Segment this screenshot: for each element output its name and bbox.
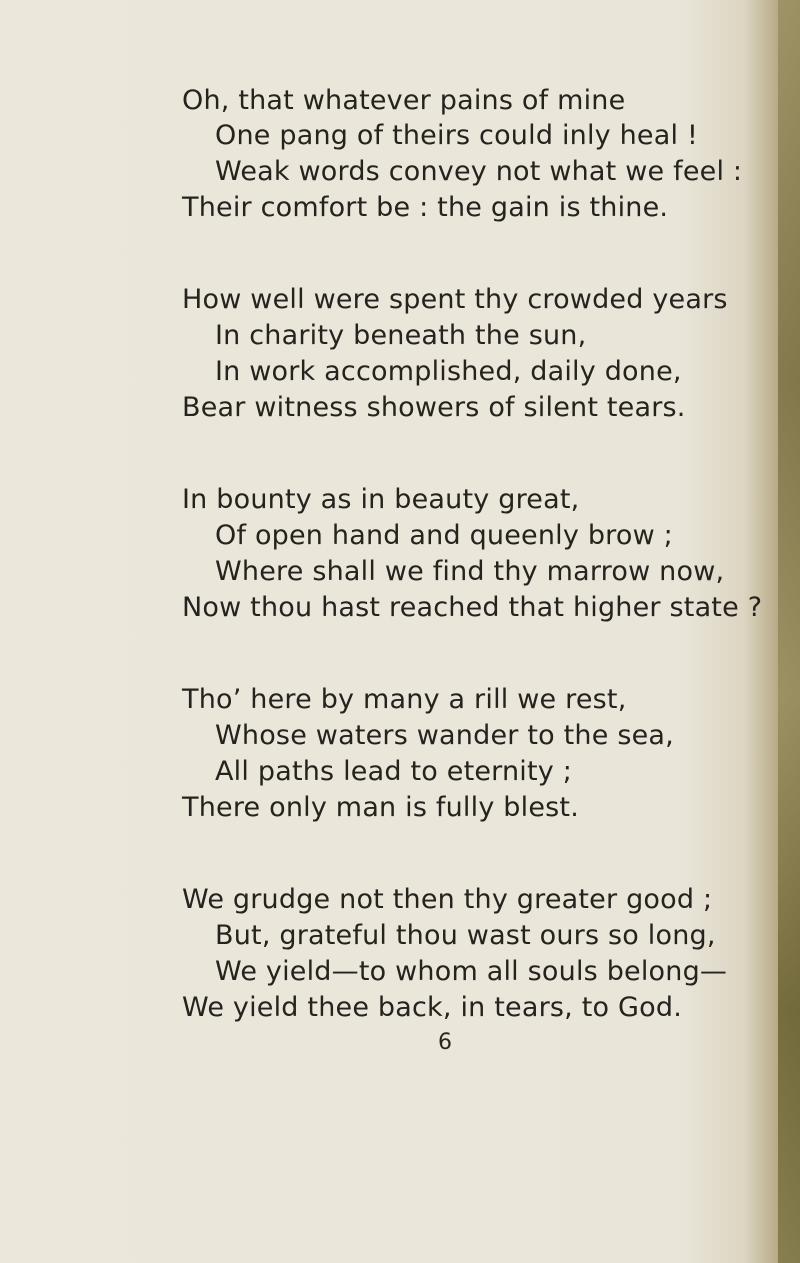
- poem-line: Where shall we find thy marrow now,: [215, 556, 725, 587]
- poem-line: In bounty as in beauty great,: [182, 484, 580, 515]
- poem-line: Whose waters wander to the sea,: [215, 720, 674, 751]
- poem-line: In charity beneath the sun,: [215, 320, 587, 351]
- poem-line: Oh, that whatever pains of mine: [182, 85, 626, 116]
- poem-line: One pang of theirs could inly heal !: [215, 120, 698, 151]
- poem-line: Weak words convey not what we feel :: [215, 156, 743, 187]
- page-number: 6: [438, 1030, 452, 1055]
- poem-line: Bear witness showers of silent tears.: [182, 392, 686, 423]
- poem-line: Now thou hast reached that higher state ?: [182, 592, 763, 623]
- poem-line: All paths lead to eternity ;: [215, 756, 573, 787]
- poem-line: We yield thee back, in tears, to God.: [182, 992, 682, 1023]
- poem-line: We grudge not then thy greater good ;: [182, 884, 713, 915]
- poem-line: In work accomplished, daily done,: [215, 356, 682, 387]
- poem-line: Tho’ here by many a rill we rest,: [182, 684, 627, 715]
- poem-line: How well were spent thy crowded years: [182, 284, 728, 315]
- poem-line: Of open hand and queenly brow ;: [215, 520, 673, 551]
- poem-line: But, grateful thou wast ours so long,: [215, 920, 716, 951]
- poem-line: We yield—to whom all souls belong—: [215, 956, 728, 987]
- poem-line: Their comfort be : the gain is thine.: [182, 192, 669, 223]
- poem-line: There only man is fully blest.: [182, 792, 579, 823]
